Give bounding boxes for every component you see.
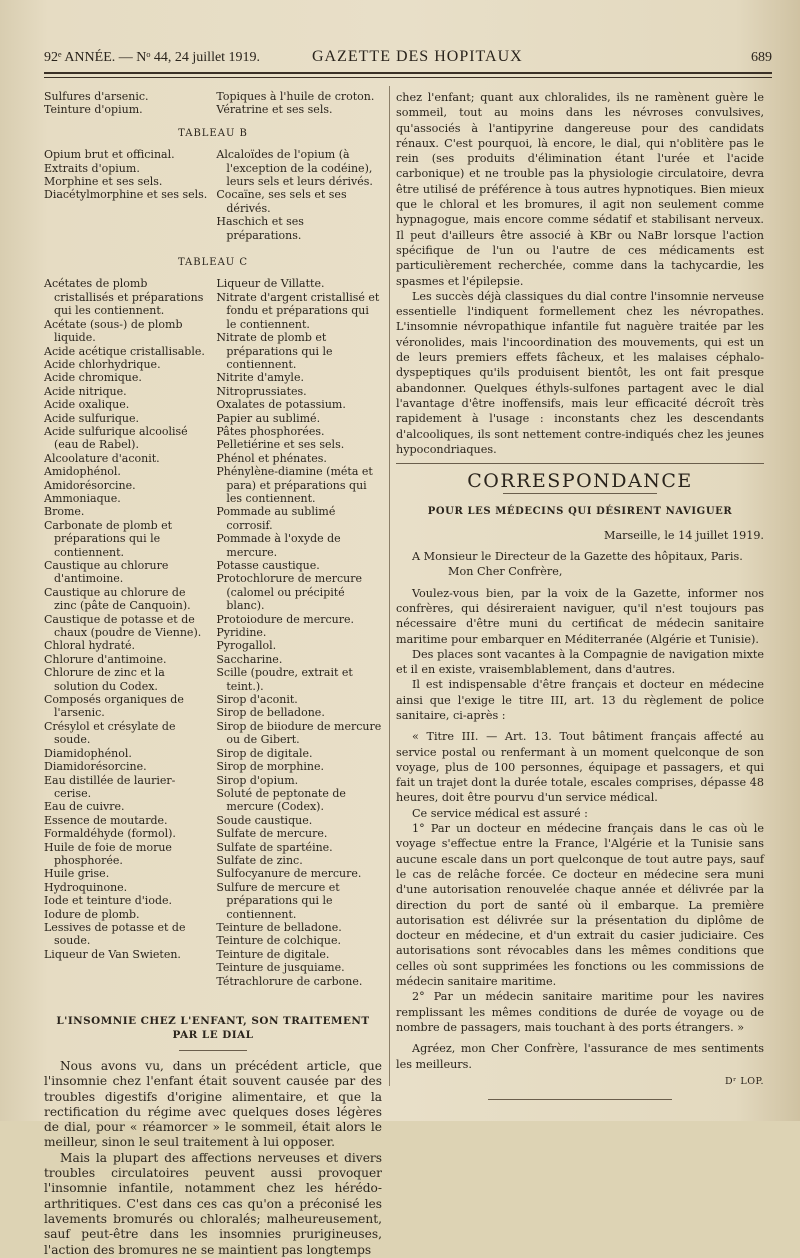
list-item: Huile grise. (44, 867, 110, 881)
list-item: Acide chlorhydrique. (44, 357, 161, 371)
list-item: Essence de moutarde. (44, 813, 168, 827)
list-item: Pyrogallol. (216, 639, 277, 653)
list-item: Chloral hydraté. (44, 639, 136, 653)
list-item: Topiques à l'huile de croton. (216, 90, 375, 103)
left-column (44, 90, 382, 1258)
letter-quote: « Titre III. — Art. 13. Tout bâtiment français affecté au service postal ou renfermant à un moment quelconque de son voyage, plus de 100 personnes, équipage et passagers, et qui fait un trajet dont la durée totale, escales comprises, dépasse 48 heures, doit être pourvu d'un service médical. (396, 730, 764, 805)
list-item: Oxalates de potassium. (216, 398, 346, 412)
list-item: Sirop de biiodure de mercure ou de Gibert. (216, 719, 382, 747)
list-item: Sirop d'opium. (216, 773, 299, 787)
list-item: Brome. (44, 505, 85, 519)
page-header (44, 44, 772, 72)
heading-rule (503, 493, 658, 494)
list-item: Liqueur de Villatte. (216, 277, 325, 291)
list-item: Saccharine. (216, 652, 283, 666)
article-continuation: Les succès déjà classiques du dial contre l'insomnie nerveuse essentielle l'indiquent formellement chez les névropathes. L'insomnie névropathique infantile fut naguère traitée par les véronolides, mais l'incoordination des mouvements, qui est un de leurs premiers effets fâcheux, et les malaises céphalo-dyspeptiques qu'ils produisent bientôt, les ont fait presque abandonner. Quelques éthyls-sulfones partagent avec le dial l'avantage d'être inoffensifs, mais leur efficacité décroît très rapidement à l'usage : inconstants chez les descendants d'alcooliques, ils sont nettement contre-indiqués chez les jeunes hypocondriaques. (396, 289, 764, 456)
list-item: Sulfure de mercure et préparations qui le contiennent. (216, 880, 340, 921)
right-column (396, 90, 764, 1110)
letter-salutation: Mon Cher Confrère, (448, 565, 563, 579)
correspondance-subheading: POUR LES MÉDECINS QUI DÉSIRENT NAVIGUER (427, 506, 733, 518)
list-item: Acide oxalique. (44, 398, 130, 412)
header-rule (44, 72, 772, 74)
letter-paragraph: 2° Par un médecin sanitaire maritime pour les navires remplissant les mêmes conditions de durée de voyage ou de nombre de passagers, mais touchant à des ports étrangers. » (396, 990, 764, 1034)
tableau-c-title: TABLEAU C (177, 257, 249, 269)
list-item: Composés organiques de l'arsenic. (44, 693, 184, 720)
list-item: Soluté de peptonate de mercure (Codex). (216, 786, 346, 814)
list-item: Morphine et ses sels. (44, 175, 163, 189)
list-item: Nitrate de plomb et préparations qui le contiennent. (216, 331, 333, 371)
list-item: Protochlorure de mercure (calomel ou précipité blanc). (216, 572, 362, 613)
title-rule (179, 1050, 247, 1051)
journal-title: GAZETTE DES HOPITAUX (312, 48, 523, 65)
list-item: Opium brut et officinal. (44, 148, 175, 162)
list-item: Huile de foie de morue phosphorée. (44, 840, 172, 867)
list-item: Acide nitrique. (44, 384, 127, 398)
list-item: Chlorure d'antimoine. (44, 652, 167, 666)
issue-info: 92ᵉ ANNÉE. — Nᵒ 44, 24 juillet 1919. (44, 50, 261, 65)
letter-paragraph: Voulez-vous bien, par la voix de la Gazette, informer nos confrères, qui désireraient naviguer, qu'il n'est toujours pas nécessaire d'être muni du certificat de médecin sanitaire maritime pour embarquer en Méditerranée (Algérie et Tunisie). (396, 586, 764, 646)
header-rule-thin (44, 77, 772, 78)
list-item: Acide sulfurique. (44, 411, 139, 425)
end-ornament (488, 1099, 672, 1100)
list-item: Teinture de jusquiame. (216, 961, 345, 975)
list-item: Sirop d'aconit. (216, 693, 298, 707)
list-item: Pelletiérine et ses sels. (216, 438, 345, 452)
list-item: Crésylol et crésylate de soude. (44, 719, 176, 747)
list-item: Sirop de digitale. (216, 746, 313, 760)
list-item: Cocaïne, ses sels et ses dérivés. (216, 188, 347, 215)
letter-paragraph: Des places sont vacantes à la Compagnie de navigation mixte et il en existe, vraisemblablement, dans d'autres. (396, 647, 764, 677)
list-item: Eau distillée de laurier-cerise. (44, 773, 176, 800)
list-item: Chlorure de zinc et la solution du Codex. (44, 666, 165, 693)
list-item: Alcoolature d'aconit. (44, 451, 160, 465)
list-item: Eau de cuivre. (44, 800, 125, 814)
list-item: Acide acétique cristallisable. (44, 344, 205, 358)
list-item: Teinture de colchique. (216, 934, 341, 948)
list-item: Teinture de digitale. (216, 947, 330, 961)
list-item: Pommade à l'oxyde de mercure. (216, 532, 341, 559)
list-item: Carbonate de plomb et préparations qui le contiennent. (44, 518, 173, 559)
list-item: Acide sulfurique alcoolisé (eau de Rabel). (44, 424, 188, 452)
list-item: Nitrite d'amyle. (216, 371, 304, 385)
list-item: Tétrachlorure de carbone. (216, 974, 363, 988)
list-item: Phénol et phénates. (216, 451, 327, 465)
letter-paragraph: Ce service médical est assuré : (412, 806, 588, 820)
list-item: Iodure de plomb. (44, 907, 140, 921)
list-item: Sulfate de spartéine. (216, 840, 333, 854)
list-item: Nitrate d'argent cristallisé et fondu et préparations qui le contiennent. (216, 290, 380, 331)
list-item: Pyridine. (216, 626, 267, 640)
list-item: Iode et teinture d'iode. (44, 894, 172, 908)
list-item: Ammoniaque. (44, 491, 121, 505)
list-item: Amidorésorcine. (44, 478, 136, 492)
letter-paragraph: Il est indispensable d'être français et docteur en médecine ainsi que l'exige le titre III, art. 13 du règlement de police sanitaire, ci-après : (396, 678, 764, 722)
letter-signature: Dʳ LOP. (724, 1075, 764, 1087)
list-item: Teinture de belladone. (216, 920, 342, 934)
letter-closing: Agréez, mon Cher Confrère, l'assurance de mes sentiments les meilleurs. (396, 1042, 764, 1071)
article-paragraph: Mais la plupart des affections nerveuses et divers troubles circulatoires peuvent aussi provoquer l'insomnie infantile, notamment chez les hérédo-arthritiques. C'est dans ces cas qu'on a préconisé les lavements bromurés ou chloralés; malheureusement, sauf peut-être dans les insomnies prurigineuses, l'action des bromures ne se maintient pas longtemps (44, 1150, 382, 1257)
list-item: Scille (poudre, extrait et teint.). (216, 666, 353, 693)
column-divider (389, 86, 390, 1086)
tableau-b-title: TABLEAU B (178, 127, 248, 139)
list-item: Phénylène-diamine (méta et para) et préparations qui les contiennent. (216, 465, 373, 505)
letter-address: A Monsieur le Directeur de la Gazette des hôpitaux, Paris. (412, 550, 743, 564)
list-item: Formaldéhyde (formol). (44, 827, 176, 841)
list-item: Sirop de morphine. (216, 760, 324, 774)
place-date: Marseille, le 14 juillet 1919. (604, 528, 764, 542)
list-item: Teinture d'opium. (44, 103, 143, 117)
list-item: Alcaloïdes de l'opium (à l'exception de la codéine), leurs sels et leurs dérivés. (216, 148, 373, 189)
list-item: Extraits d'opium. (44, 161, 140, 175)
list-item: Lessives de potasse et de soude. (44, 920, 186, 948)
list-item: Diacétylmorphine et ses sels. (44, 188, 208, 202)
list-item: Caustique de potasse et de chaux (poudre de Vienne). (44, 612, 202, 640)
article-continuation: chez l'enfant; quant aux chloralides, ils ne ramènent guère le sommeil, tout au moins dans les névroses convulsives, qu'associés à l'antipyrine dangereuse pour des candidats rénaux. C'est pourquoi, là encore, le dial, qui n'oblitère pas le rein (ses produits d'élimination étant l'urée et l'acide carbonique) et ne trouble pas la physiologie circulatoire, devra être utilisé de préférence à tous autres hypnotiques. Bien mieux que le chloral et les bromures, il agit non seulement comme hypnagogue, mais encore comme sédatif et stabilisant nerveux. Il peut d'ailleurs être associé à KBr ou NaBr lorsque l'action spécifique de l'un ou l'autre de ces médicaments est particulièrement recherchée, comme dans la tachycardie, les spasmes et l'épilepsie. (396, 91, 764, 288)
list-item: Sulfate de mercure. (216, 827, 328, 841)
list-item: Pâtes phosphorées. (216, 424, 325, 438)
article-paragraph: Nous avons vu, dans un précédent article, que l'insomnie chez l'enfant était souvent causée par des troubles digestifs d'origine alimentaire, et que la rectification du régime avec quelques doses légères de dial, pour « réamorcer » le sommeil, était alors le meilleur, sinon le seul traitement à lui opposer. (44, 1059, 382, 1150)
list-item: Protoiodure de mercure. (216, 612, 355, 626)
list-item: Caustique au chlorure de zinc (pâte de Canquoin). (44, 585, 191, 613)
list-item: Acide chromique. (44, 371, 142, 385)
list-item: Haschich et ses préparations. (216, 215, 304, 242)
list-item: Sulfate de zinc. (216, 853, 303, 867)
list-item: Amidophénol. (44, 465, 121, 479)
tableau-c-list (44, 277, 382, 988)
list-item: Nitroprussiates. (216, 384, 307, 398)
tableau-b-list (44, 148, 382, 242)
list-item: Papier au sublimé. (216, 411, 321, 425)
list-item: Acétates de plomb cristallisés et préparations qui les contiennent. (44, 277, 204, 318)
letter-paragraph: 1° Par un docteur en médecine français dans le cas où le voyage s'effectue entre la France, l'Algérie et la Tunisie sans aucune escale dans un port quelconque de tout autre pays, sauf le cas de relâche forcée. Ce docteur en médecine sera muni d'une autorisation renouvelée chaque année et délivrée par la direction du port de santé où il embarque. La première autorisation est délivrée sur la présentation du diplôme de docteur en médecine, et d'un extrait du casier judiciaire. Ces autorisations sont révocables dans les mêmes conditions que celles où sont supprimées les fonctions ou les commissions de médecin sanitaire maritime. (396, 822, 764, 989)
list-item: Sirop de belladone. (216, 706, 325, 720)
list-item: Liqueur de Van Swieten. (44, 947, 181, 961)
list-item: Sulfocyanure de mercure. (216, 867, 362, 881)
list-item: Acétate (sous-) de plomb liquide. (44, 317, 183, 345)
top-list (44, 90, 382, 117)
list-item: Caustique au chlorure d'antimoine. (44, 559, 169, 586)
list-item: Vératrine et ses sels. (216, 103, 333, 117)
correspondance-heading: CORRESPONDANCE (396, 463, 764, 489)
list-item: Potasse caustique. (216, 559, 320, 572)
list-item: Diamidorésorcine. (44, 760, 147, 774)
list-item: Sulfures d'arsenic. (44, 90, 149, 103)
list-item: Hydroquinone. (44, 880, 128, 894)
article-title: L'INSOMNIE CHEZ L'ENFANT, SON TRAITEMENT PAR LE DIAL (56, 1015, 370, 1041)
page-number: 689 (751, 50, 772, 65)
list-item: Soude caustique. (216, 813, 313, 827)
list-item: Pommade au sublimé corrosif. (216, 505, 336, 532)
list-item: Diamidophénol. (44, 746, 132, 760)
